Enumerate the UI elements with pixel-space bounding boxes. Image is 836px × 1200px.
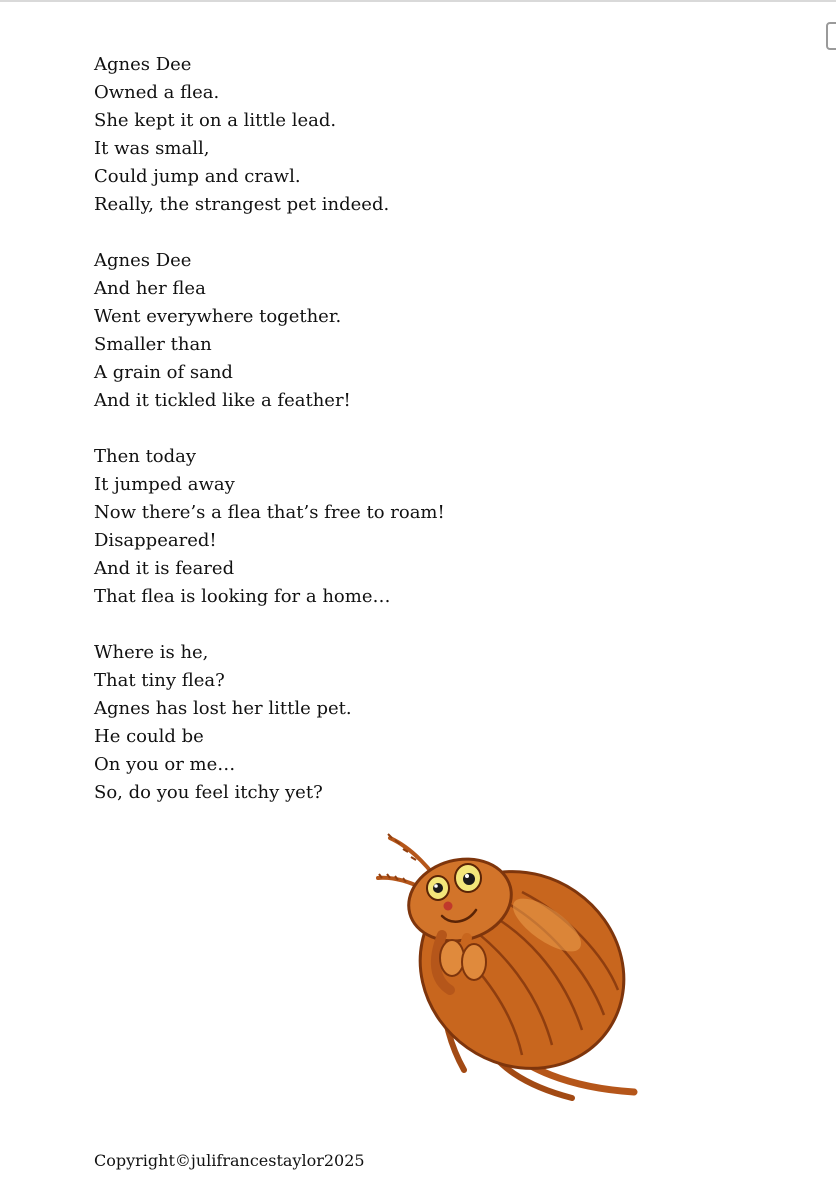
poem-line: Smaller than [94,334,212,355]
poem-line: Could jump and crawl. [94,166,301,187]
poem-line: And it tickled like a feather! [94,390,351,411]
poem-line: That flea is looking for a home… [94,586,391,607]
poem-line: On you or me… [94,754,236,775]
poem-line: Then today [94,446,197,467]
poem-line: And her flea [94,278,206,299]
page-top-border [0,0,836,2]
poem-line: Agnes Dee [94,250,192,271]
poem-line: She kept it on a little lead. [94,110,337,131]
cartoon-flea-icon [372,830,642,1105]
poem-line: Went everywhere together. [94,306,342,327]
poem-line: A grain of sand [94,362,233,383]
stanza-2 [94,247,694,415]
poem-line: Where is he, [94,642,209,663]
stanza-4 [94,639,694,807]
poem-line: Agnes Dee [94,54,192,75]
page-corner-tab [826,22,836,50]
poem-line: He could be [94,726,204,747]
copyright-notice: Copyright©julifrancestaylor2025 [94,1151,365,1170]
poem-line: Really, the strangest pet indeed. [94,194,390,215]
poem-line: Disappeared! [94,530,217,551]
stanza-1 [94,51,694,219]
poem-line: That tiny flea? [94,670,225,691]
poem-line: Agnes has lost her little pet. [94,698,352,719]
poem-line: And it is feared [94,558,235,579]
poem-line: Now there’s a flea that’s free to roam! [94,502,445,523]
poem-line: It was small, [94,138,210,159]
stanza-3 [94,443,694,611]
poem [94,51,694,835]
poem-line: Owned a flea. [94,82,220,103]
poem-line: So, do you feel itchy yet? [94,782,323,803]
poem-line: It jumped away [94,474,235,495]
